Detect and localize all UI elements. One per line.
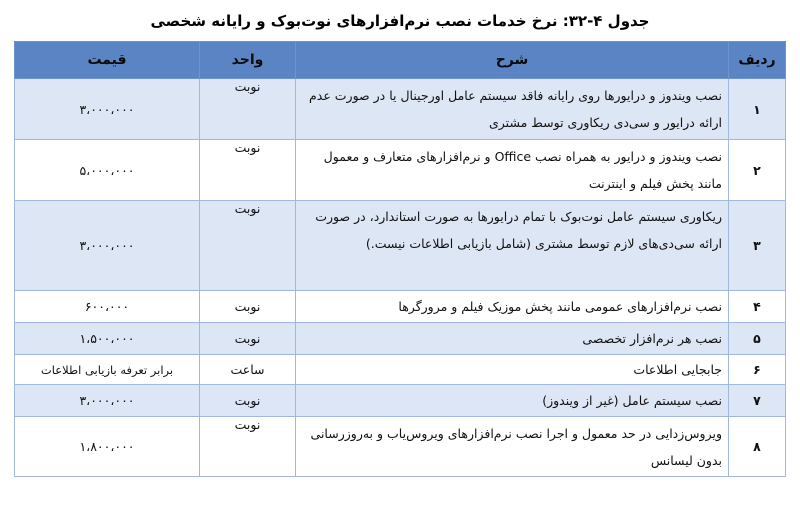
row-number: ۱	[729, 79, 786, 140]
table-row	[15, 201, 786, 291]
header-row	[15, 42, 786, 79]
table-row	[15, 79, 786, 140]
header-price: قیمت	[15, 42, 200, 79]
row-number: ۳	[729, 201, 786, 291]
row-unit: نوبت	[200, 417, 296, 477]
row-description: نصب نرم‌افزارهای عمومی مانند پخش موزیک فیلم و مرورگرها	[296, 291, 729, 323]
row-price: ۳،۰۰۰،۰۰۰	[15, 201, 200, 291]
row-price: ۳،۰۰۰،۰۰۰	[15, 385, 200, 417]
row-number: ۵	[729, 323, 786, 355]
row-unit: نوبت	[200, 323, 296, 355]
header-row-number: ردیف	[729, 42, 786, 79]
row-price: برابر تعرفه بازیابی اطلاعات	[15, 355, 200, 385]
row-unit: ساعت	[200, 355, 296, 385]
row-description: جابجایی اطلاعات	[296, 355, 729, 385]
row-unit: نوبت	[200, 291, 296, 323]
row-price: ۶۰۰،۰۰۰	[15, 291, 200, 323]
row-number: ۷	[729, 385, 786, 417]
row-description: نصب سیستم عامل (غیر از ویندوز)	[296, 385, 729, 417]
row-unit: نوبت	[200, 201, 296, 291]
tariff-table	[14, 41, 786, 477]
row-number: ۲	[729, 140, 786, 201]
table-row	[15, 385, 786, 417]
table-row	[15, 355, 786, 385]
row-description: نصب ویندوز و درایورها روی رایانه فاقد سیستم عامل اورجینال یا در صورت عدم ارائه درایور و سی‌دی ریکاوری توسط مشتری	[296, 79, 729, 140]
header-description: شرح	[296, 42, 729, 79]
row-unit: نوبت	[200, 140, 296, 201]
header-unit: واحد	[200, 42, 296, 79]
row-number: ۶	[729, 355, 786, 385]
row-description: نصب ویندوز و درایور به همراه نصب Office و نرم‌افزارهای متعارف و معمول مانند پخش فیلم و اینترنت	[296, 140, 729, 201]
row-description: ریکاوری سیستم عامل نوت‌بوک با تمام درایورها به صورت استاندارد، در صورت ارائه سی‌دی‌های لازم توسط مشتری (شامل بازیابی اطلاعات نیست.)	[296, 201, 729, 291]
table-row	[15, 291, 786, 323]
table-row	[15, 140, 786, 201]
row-unit: نوبت	[200, 79, 296, 140]
row-price: ۱،۸۰۰،۰۰۰	[15, 417, 200, 477]
row-number: ۸	[729, 417, 786, 477]
row-price: ۱،۵۰۰،۰۰۰	[15, 323, 200, 355]
row-price: ۵،۰۰۰،۰۰۰	[15, 140, 200, 201]
row-unit: نوبت	[200, 385, 296, 417]
row-number: ۴	[729, 291, 786, 323]
table-row	[15, 323, 786, 355]
row-description: ویروس‌زدایی در حد معمول و اجرا نصب نرم‌افزارهای ویروس‌یاب و به‌روزرسانی بدون لیسانس	[296, 417, 729, 477]
row-price: ۳،۰۰۰،۰۰۰	[15, 79, 200, 140]
row-description: نصب هر نرم‌افزار تخصصی	[296, 323, 729, 355]
table-caption: جدول ۴-۳۲: نرخ خدمات نصب نرم‌افزارهای نوت‌بوک و رایانه شخصی	[150, 12, 650, 30]
table-row	[15, 417, 786, 477]
